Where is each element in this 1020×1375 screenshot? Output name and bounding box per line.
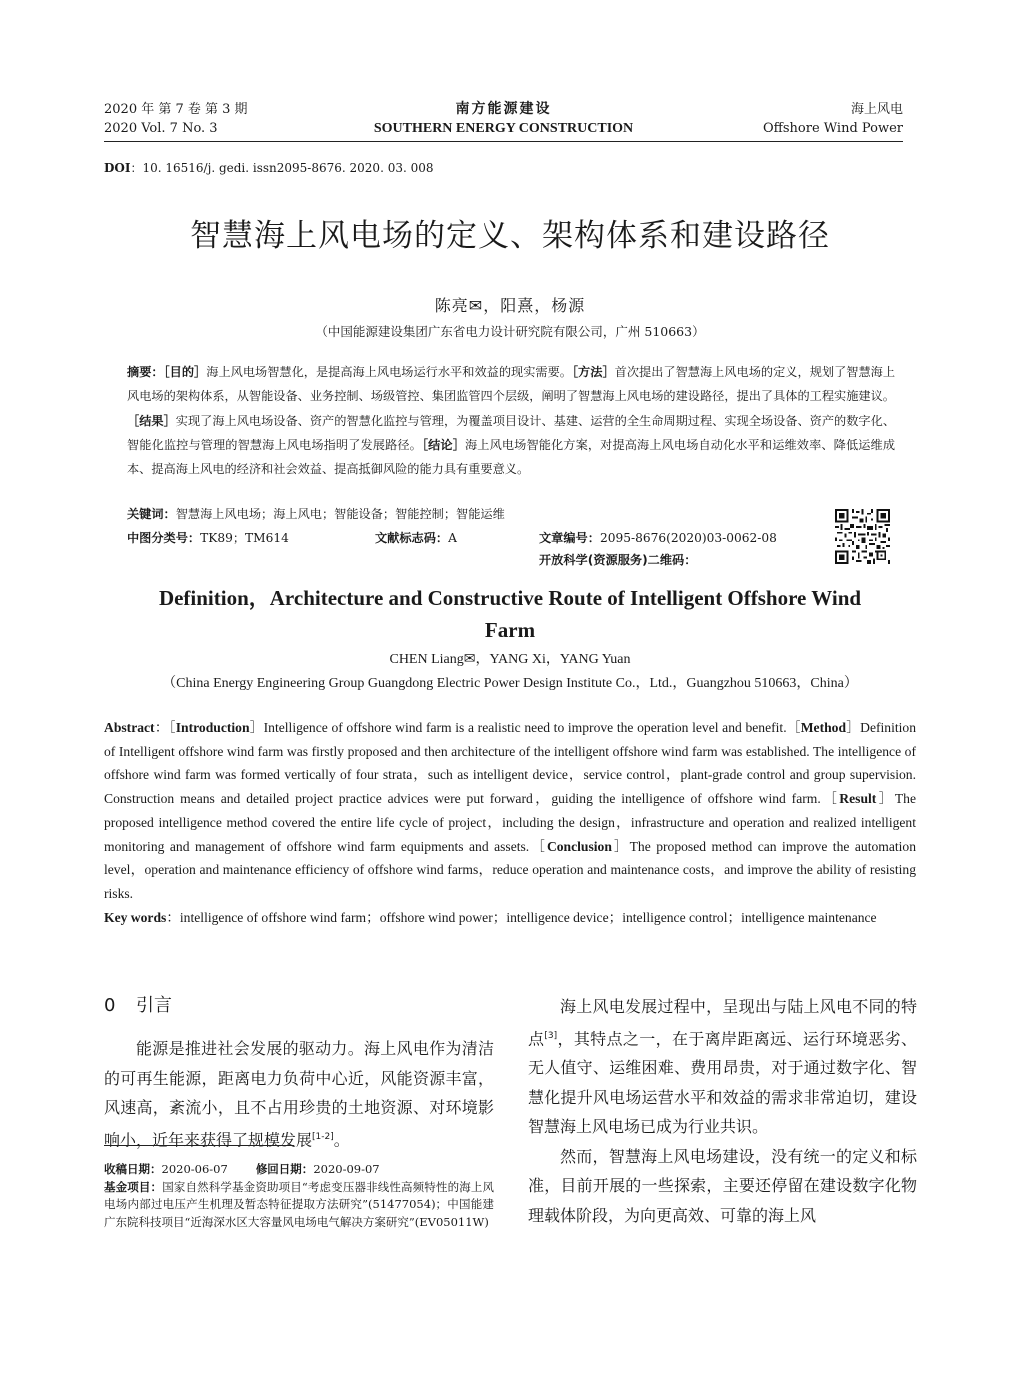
abstract-cn: [127, 360, 895, 481]
received-label: 收稿日期：: [104, 1162, 162, 1176]
received-date: 2020-06-07: [161, 1162, 228, 1176]
issue-en: 2020 Vol. 7 No. 3: [104, 121, 218, 136]
footnote-fund: [104, 1179, 494, 1232]
paragraph-text: 海上风电发展过程中，呈现出与陆上风电不同的特点: [528, 997, 917, 1048]
abstract-en-label: Abstract: [104, 720, 155, 735]
citation-ref[interactable]: [3]: [544, 1030, 558, 1041]
fund-text: 国家自然科学基金资助项目“考虑变压器非线性高频特性的海上风电场内部过电压产生机理及暂态特征提取方法研究”(51477054)；中国能建广东院科技项目“近海深水区大容量风电场电气解决方案研究”(EV05011W): [104, 1179, 494, 1229]
osid-label-text: 开放科学(资源服务)二维码：: [539, 553, 697, 567]
title-cn: 智慧海上风电场的定义、架构体系和建设路径: [190, 218, 830, 254]
clc-label: 中图分类号：: [127, 531, 201, 545]
paragraph-text: 然而，智慧海上风电场建设，没有统一的定义和标准，目前开展的一些探索，主要还停留在建设数字化物理载体阶段，为向更高效、可靠的海上风: [528, 1146, 917, 1225]
header-rule: [104, 141, 903, 142]
keywords-en: [104, 906, 916, 930]
journal-column: [763, 100, 903, 138]
keywords-en-label: Key words: [104, 910, 167, 925]
body-column-right: [528, 992, 917, 1230]
document-code: [375, 529, 457, 546]
column-en: Offshore Wind Power: [762, 121, 903, 136]
result-text: 实现了海上风电场设备、资产的智慧化监控与管理，为覆盖项目设计、基建、运营的全生命周期过程、实现全场设备、资产的数字化、智能化监控与管理的智慧海上风电场指明了发展路径。: [127, 413, 896, 452]
result-en-label: Result: [839, 791, 877, 807]
column-cn: 海上风电: [850, 102, 903, 117]
body-column-left: [104, 992, 494, 1154]
keywords-cn-label: 关键词：: [127, 507, 176, 521]
issue-cn: 2020 年 第 7 卷 第 3 期: [104, 102, 248, 117]
title-en: Definition，Architecture and Constructive Route of Intelligent Offshore Wind Farm: [158, 586, 862, 642]
intro-label: Introduction: [175, 720, 250, 735]
section-number: 0: [104, 995, 116, 1016]
authors-en: CHEN Liang✉，YANG Xi，YANG Yuan: [389, 652, 631, 667]
conclusion-text: 海上风电场智能化方案，对提高海上风电场自动化水平和运维效率、降低运维成本、提高海上风电的经济和社会效益、提高抵御风险的能力具有重要意义。: [127, 437, 896, 477]
clc-number: [127, 529, 289, 546]
paragraph: [528, 992, 917, 1142]
section-heading: [104, 992, 494, 1020]
article-no-value: 2095-8676(2020)03-0062-08: [599, 531, 777, 545]
fund-label: 基金项目：: [104, 1179, 163, 1194]
method-en-label: Method: [800, 720, 847, 735]
doi-value: ：10. 16516/j. gedi. issn2095-8676. 2020. 03. 008: [130, 161, 434, 175]
purpose-label: ［目的］: [163, 365, 207, 379]
result-label: ［结果］: [127, 413, 176, 428]
revised-label: 修回日期：: [255, 1162, 314, 1176]
conclusion-en-text: The proposed method can improve the automation level，operation and maintenance efficiency of offshore wind farms，reduce operation and maintenance costs，and improve the ability of resisting risks.: [104, 838, 917, 901]
footnote: [104, 1161, 494, 1231]
purpose-text: 海上风电场智慧化，是提高海上风电场运行水平和效益的现实需要。: [206, 365, 572, 379]
authors-cn: 陈亮✉，阳熹，杨源: [434, 296, 586, 315]
method-en-text: Definition of Intelligent offshore wind farm was firstly proposed and then architecture of the intelligent offshore wind farm was established. The intelligence of offshore wind farm was formed vertically of four strata，such as intelligent device，service control，plant-grade control and group supervision. Construction means and detailed project practice advices were put forward，guiding the intelligence of offshore wind farm.: [104, 720, 917, 807]
section-title: 引言: [136, 995, 172, 1016]
journal-name-cn: 南方能源建设: [455, 101, 552, 117]
doi-line: [104, 159, 434, 176]
paragraph-text-rest: ，其特点之一，在于离岸距离远、运行环境恶劣、无人值守、运维困难、费用昂贵，对于通过数字化、智慧化提升风电场运营水平和效益的需求非常迫切，建设智慧海上风电场已成为行业共识。: [528, 1028, 917, 1137]
intro-text: Intelligence of offshore wind farm is a realistic need to improve the operation level and benefit.: [263, 720, 787, 735]
conclusion-label: ［结论］: [421, 437, 465, 452]
journal-name-en: SOUTHERN ENERGY CONSTRUCTION: [373, 121, 634, 136]
method-label: ［方法］: [571, 365, 615, 379]
abstract-en: Abstract：［Introduction］Intelligence of offshore wind farm is a realistic need to improve the operation level and benefit.［Method］Definition of Intelligent offshore wind farm was firstly proposed and then architecture of the intelligent offshore wind farm was established. The intelligence of offshore wind farm was formed vertically of four strata，such as intelligent device，service control，plant-grade control and group supervision. Construction means and detailed project practice advices were put forward，guiding the intelligence of offshore wind farm.［Result］The proposed intelligence method covered the entire life cycle of project，including the design，infrastructure and operation and realized intelligent monitoring and management of offshore wind farm equipments and assets.［Conclusion］The proposed method can improve the automation level，operation and maintenance efficiency of offshore wind farms，reduce operation and maintenance costs，and improve the ability of resisting risks.: [104, 720, 917, 901]
paragraph: [528, 1142, 917, 1231]
keywords-cn: [127, 505, 505, 522]
article-number: [539, 529, 777, 546]
osid-label: [539, 551, 696, 568]
keywords-cn-value: 智慧海上风电场；海上风电；智能设备；智能控制；智能运维: [175, 507, 505, 521]
doi-label: DOI: [104, 161, 131, 175]
paragraph-text: 能源是推进社会发展的驱动力。海上风电作为清洁的可再生能源，距离电力负荷中心近，风能资源丰富，风速高，紊流小，且不占用珍贵的土地资源、对环境影响小，近年来获得了规模发展: [104, 1039, 494, 1149]
footnote-dates: [104, 1161, 494, 1179]
method-text: 首次提出了智慧海上风电场的定义，规划了智慧海上风电场的架构体系，从智能设备、业务控制、场级管控、集团监管四个层级，阐明了智慧海上风电场的建设路径，提出了具体的工程实施建议。: [127, 365, 896, 404]
running-header: [104, 100, 903, 140]
conclusion-en-label: Conclusion: [546, 838, 612, 854]
footnote-rule: [104, 1145, 294, 1146]
qr-code-icon[interactable]: [835, 509, 890, 564]
paragraph: [104, 1034, 494, 1154]
doc-code-value: A: [448, 531, 457, 545]
citation-ref[interactable]: [1-2]: [312, 1131, 334, 1142]
keywords-en-value: ：intelligence of offshore wind farm；offshore wind power；intelligence device；intelligence control；intelligence maintenance: [166, 910, 877, 925]
revised-date: 2020-09-07: [313, 1162, 380, 1176]
result-en-text: The proposed intelligence method covered the entire life cycle of project，including the design，infrastructure and operation and realized intelligent monitoring and management of offshore wind farm equipments and assets.: [104, 791, 916, 854]
classification-meta: [127, 529, 827, 569]
abstract-cn-label: 摘要：: [127, 365, 164, 379]
affiliation-en: （China Energy Engineering Group Guangdong Electric Power Design Institute Co.，Ltd.，Guangzhou 510663，China）: [162, 676, 858, 691]
paragraph-end: 。: [333, 1129, 350, 1149]
article-no-label: 文章编号：: [539, 531, 600, 545]
doc-code-label: 文献标志码：: [375, 531, 449, 545]
affiliation-cn: （中国能源建设集团广东省电力设计研究院有限公司，广州 510663）: [315, 324, 705, 339]
clc-value: TK89；TM614: [200, 531, 289, 545]
